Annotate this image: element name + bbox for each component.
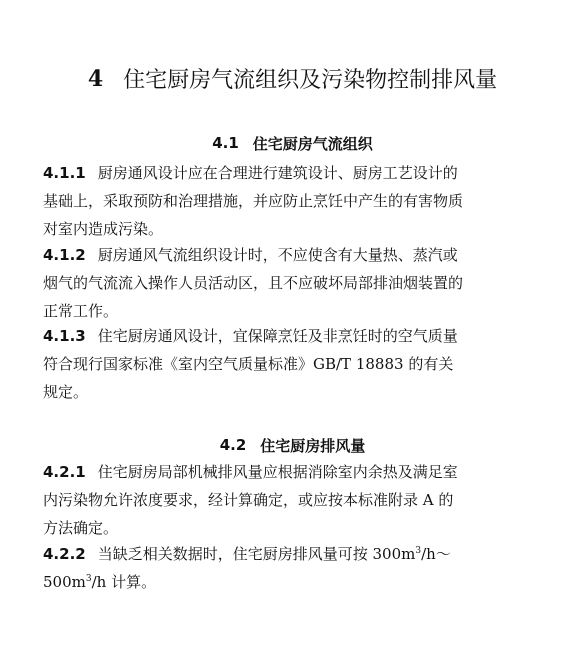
clause-line: 内污染物允许浓度要求，经计算确定，或应按本标准附录 A 的	[43, 491, 454, 509]
clause-line: 方法确定。	[43, 519, 119, 537]
superscript: 3	[85, 574, 92, 584]
section-title-text: 住宅厨房排风量	[260, 436, 366, 455]
section-title-4-2	[0, 432, 585, 458]
clause-line: 烟气的气流流入操作人员活动区，且不应破坏局部排油烟装置的	[43, 274, 464, 292]
clause-text: 500m	[43, 573, 86, 591]
clause-text: /h 计算。	[91, 573, 157, 591]
section-title-text: 住宅厨房气流组织	[252, 134, 373, 153]
clause-number: 4.1.3	[43, 327, 86, 345]
clause-line	[43, 568, 553, 596]
clause-number: 4.1.2	[43, 246, 86, 264]
superscript: 3	[415, 546, 422, 556]
clause-number: 4.2.1	[43, 463, 86, 481]
clause-4-1-3	[43, 322, 553, 406]
clause-4-2-2	[43, 540, 553, 596]
clause-text: 当缺乏相关数据时，住宅厨房排风量可按 300m	[97, 545, 416, 563]
clause-number: 4.1.1	[43, 164, 86, 182]
clause-line	[43, 540, 553, 568]
clause-line	[43, 458, 553, 486]
section-number: 4.1	[212, 134, 239, 153]
clause-text: /h～	[421, 545, 451, 563]
clause-line: 对室内造成污染。	[43, 220, 164, 238]
clause-line: 基础上，采取预防和治理措施，并应防止烹饪中产生的有害物质	[43, 192, 464, 210]
clause-line: 规定。	[43, 383, 89, 401]
clause-text: 厨房通风气流组织设计时，不应使含有大量热、蒸汽或	[97, 246, 458, 264]
clause-text: 住宅厨房局部机械排风量应根据消除室内余热及满足室	[97, 463, 458, 481]
clause-4-1-1	[43, 159, 553, 243]
clause-4-2-1	[43, 458, 553, 542]
clause-line: 正常工作。	[43, 302, 119, 320]
clause-line	[43, 159, 553, 187]
section-title-4-1	[0, 130, 585, 156]
chapter-title-text: 住宅厨房气流组织及污染物控制排风量	[123, 68, 498, 94]
section-number: 4.2	[219, 436, 247, 455]
chapter-title	[0, 61, 585, 97]
clause-text: 厨房通风设计应在合理进行建筑设计、厨房工艺设计的	[97, 164, 458, 182]
clause-4-1-2	[43, 241, 553, 325]
clause-number: 4.2.2	[43, 545, 86, 563]
clause-text: 住宅厨房通风设计，宜保障烹饪及非烹饪时的空气质量	[97, 327, 458, 345]
clause-line: 符合现行国家标准《室内空气质量标准》GB/T 18883 的有关	[43, 355, 454, 373]
clause-line	[43, 241, 553, 269]
chapter-number: 4	[87, 65, 104, 92]
clause-line	[43, 322, 553, 350]
